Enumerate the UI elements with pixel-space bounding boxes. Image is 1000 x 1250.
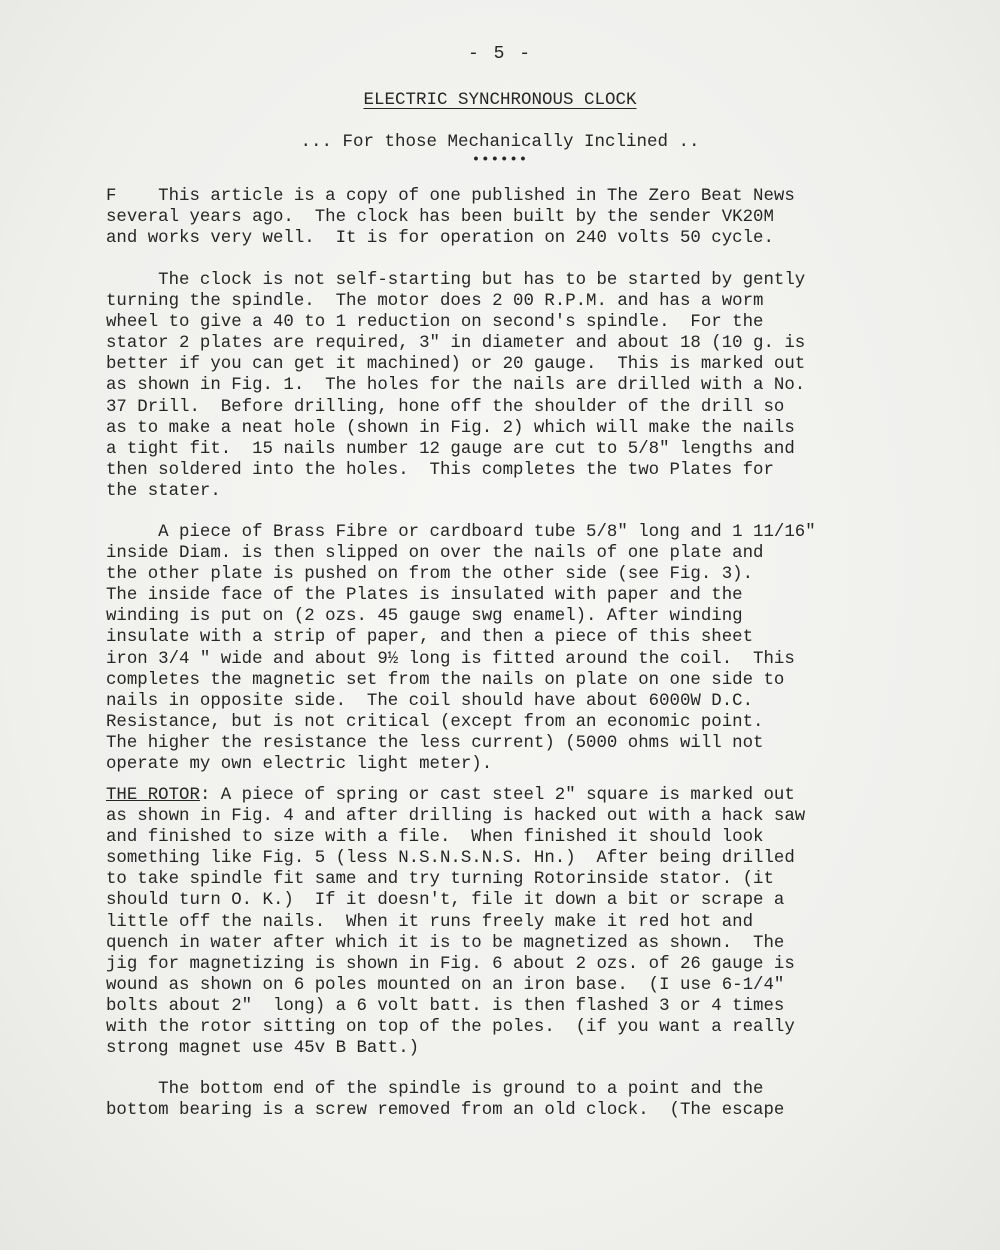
paragraph-line: quench in water after which it is to be magnetized as shown. The xyxy=(106,933,785,953)
paragraph-line: wound as shown on 6 poles mounted on an iron base. (I use 6-1/4" xyxy=(106,975,785,995)
paragraph-line: something like Fig. 5 (less N.S.N.S.N.S. Hn.) After being drilled xyxy=(106,849,795,869)
paragraph-line: with the rotor sitting on top of the poles. (if you want a really xyxy=(106,1018,795,1038)
page-number: - 5 - xyxy=(467,44,532,64)
paragraph-line: a tight fit. 15 nails number 12 gauge are cut to 5/8" lengths and xyxy=(106,439,795,459)
paragraph-line: the other plate is pushed on from the other side (see Fig. 3). xyxy=(106,565,754,585)
paragraph-line: jig for magnetizing is shown in Fig. 6 about 2 ozs. of 26 gauge is xyxy=(106,954,795,974)
paragraph-stator xyxy=(106,270,966,502)
paragraph-line: The higher the resistance the less current) (5000 ohms will not xyxy=(106,733,764,753)
paragraph-line: better if you can get it machined) or 20 gauge. This is marked out xyxy=(106,355,806,375)
paragraph-line: turning the spindle. The motor does 2 00 R.P.M. and has a worm xyxy=(106,292,764,312)
paragraph-line: several years ago. The clock has been built by the sender VK20M xyxy=(106,208,774,228)
paragraph-line: as shown in Fig. 1. The holes for the nails are drilled with a No. xyxy=(106,376,806,396)
paragraph-line: and finished to size with a file. When finished it should look xyxy=(106,828,764,848)
paragraph-line: little off the nails. When it runs freely make it red hot and xyxy=(106,912,754,932)
paragraph-line: F This article is a copy of one published in The Zero Beat News xyxy=(106,187,795,206)
separator-dots: •••••• xyxy=(471,152,529,168)
paragraph-line: Resistance, but is not critical (except from an economic point. xyxy=(106,712,764,732)
paragraph-line: operate my own electric light meter). xyxy=(106,755,493,775)
paragraph-line: bolts about 2" long) a 6 volt batt. is then flashed 3 or 4 times xyxy=(106,996,785,1016)
paragraph-line: : A piece of spring or cast steel 2" square is marked out xyxy=(199,786,795,805)
article-subtitle: ... For those Mechanically Inclined .. xyxy=(300,132,700,152)
paragraph-rotor xyxy=(106,785,966,1059)
paragraph-line: completes the magnetic set from the nails on plate on one side to xyxy=(106,670,785,690)
paragraph-intro xyxy=(106,186,966,249)
paragraph-coil xyxy=(106,522,966,775)
rotor-heading: THE ROTOR xyxy=(106,786,200,805)
paragraph-line: The bottom end of the spindle is ground to a point and the xyxy=(106,1080,764,1099)
paragraph-line: then soldered into the holes. This completes the two Plates for xyxy=(106,460,774,480)
paragraph-line: insulate with a strip of paper, and then a piece of this sheet xyxy=(106,628,754,648)
paragraph-line: strong magnet use 45v B Batt.) xyxy=(106,1039,420,1059)
paragraph-line: stator 2 plates are required, 3" in diameter and about 18 (10 g. is xyxy=(106,334,806,354)
paragraph-line: inside Diam. is then slipped on over the nails of one plate and xyxy=(106,544,764,564)
paragraph-line: should turn O. K.) If it doesn't, file it down a bit or scrape a xyxy=(106,891,785,911)
paragraph-line: as shown in Fig. 4 and after drilling is hacked out with a hack saw xyxy=(106,807,806,827)
paragraph-line: The clock is not self-starting but has to be started by gently xyxy=(106,271,806,290)
paragraph-line: winding is put on (2 ozs. 45 gauge swg enamel). After winding xyxy=(106,607,743,627)
paragraph-line: and works very well. It is for operation on 240 volts 50 cycle. xyxy=(106,229,774,249)
paragraph-line: the stater. xyxy=(106,481,221,501)
paragraph-line: bottom bearing is a screw removed from an old clock. (The escape xyxy=(106,1101,785,1121)
paragraph-line: The inside face of the Plates is insulated with paper and the xyxy=(106,586,743,606)
paragraph-line: wheel to give a 40 to 1 reduction on second's spindle. For the xyxy=(106,313,764,333)
article-title xyxy=(0,90,1000,110)
paragraph-line: 37 Drill. Before drilling, hone off the shoulder of the drill so xyxy=(106,397,785,417)
paragraph-line: to take spindle fit same and try turning Rotorinside stator. (it xyxy=(106,870,774,890)
paragraph-bearing xyxy=(106,1079,966,1121)
paragraph-line: as to make a neat hole (shown in Fig. 2) which will make the nails xyxy=(106,418,795,438)
article-title-text: ELECTRIC SYNCHRONOUS CLOCK xyxy=(363,90,637,110)
paragraph-line: A piece of Brass Fibre or cardboard tube 5/8" long and 1 11/16" xyxy=(106,523,816,542)
paragraph-line: nails in opposite side. The coil should have about 6000W D.C. xyxy=(106,691,754,711)
paragraph-line: iron 3/4 " wide and about 9½ long is fitted around the coil. This xyxy=(106,649,795,669)
